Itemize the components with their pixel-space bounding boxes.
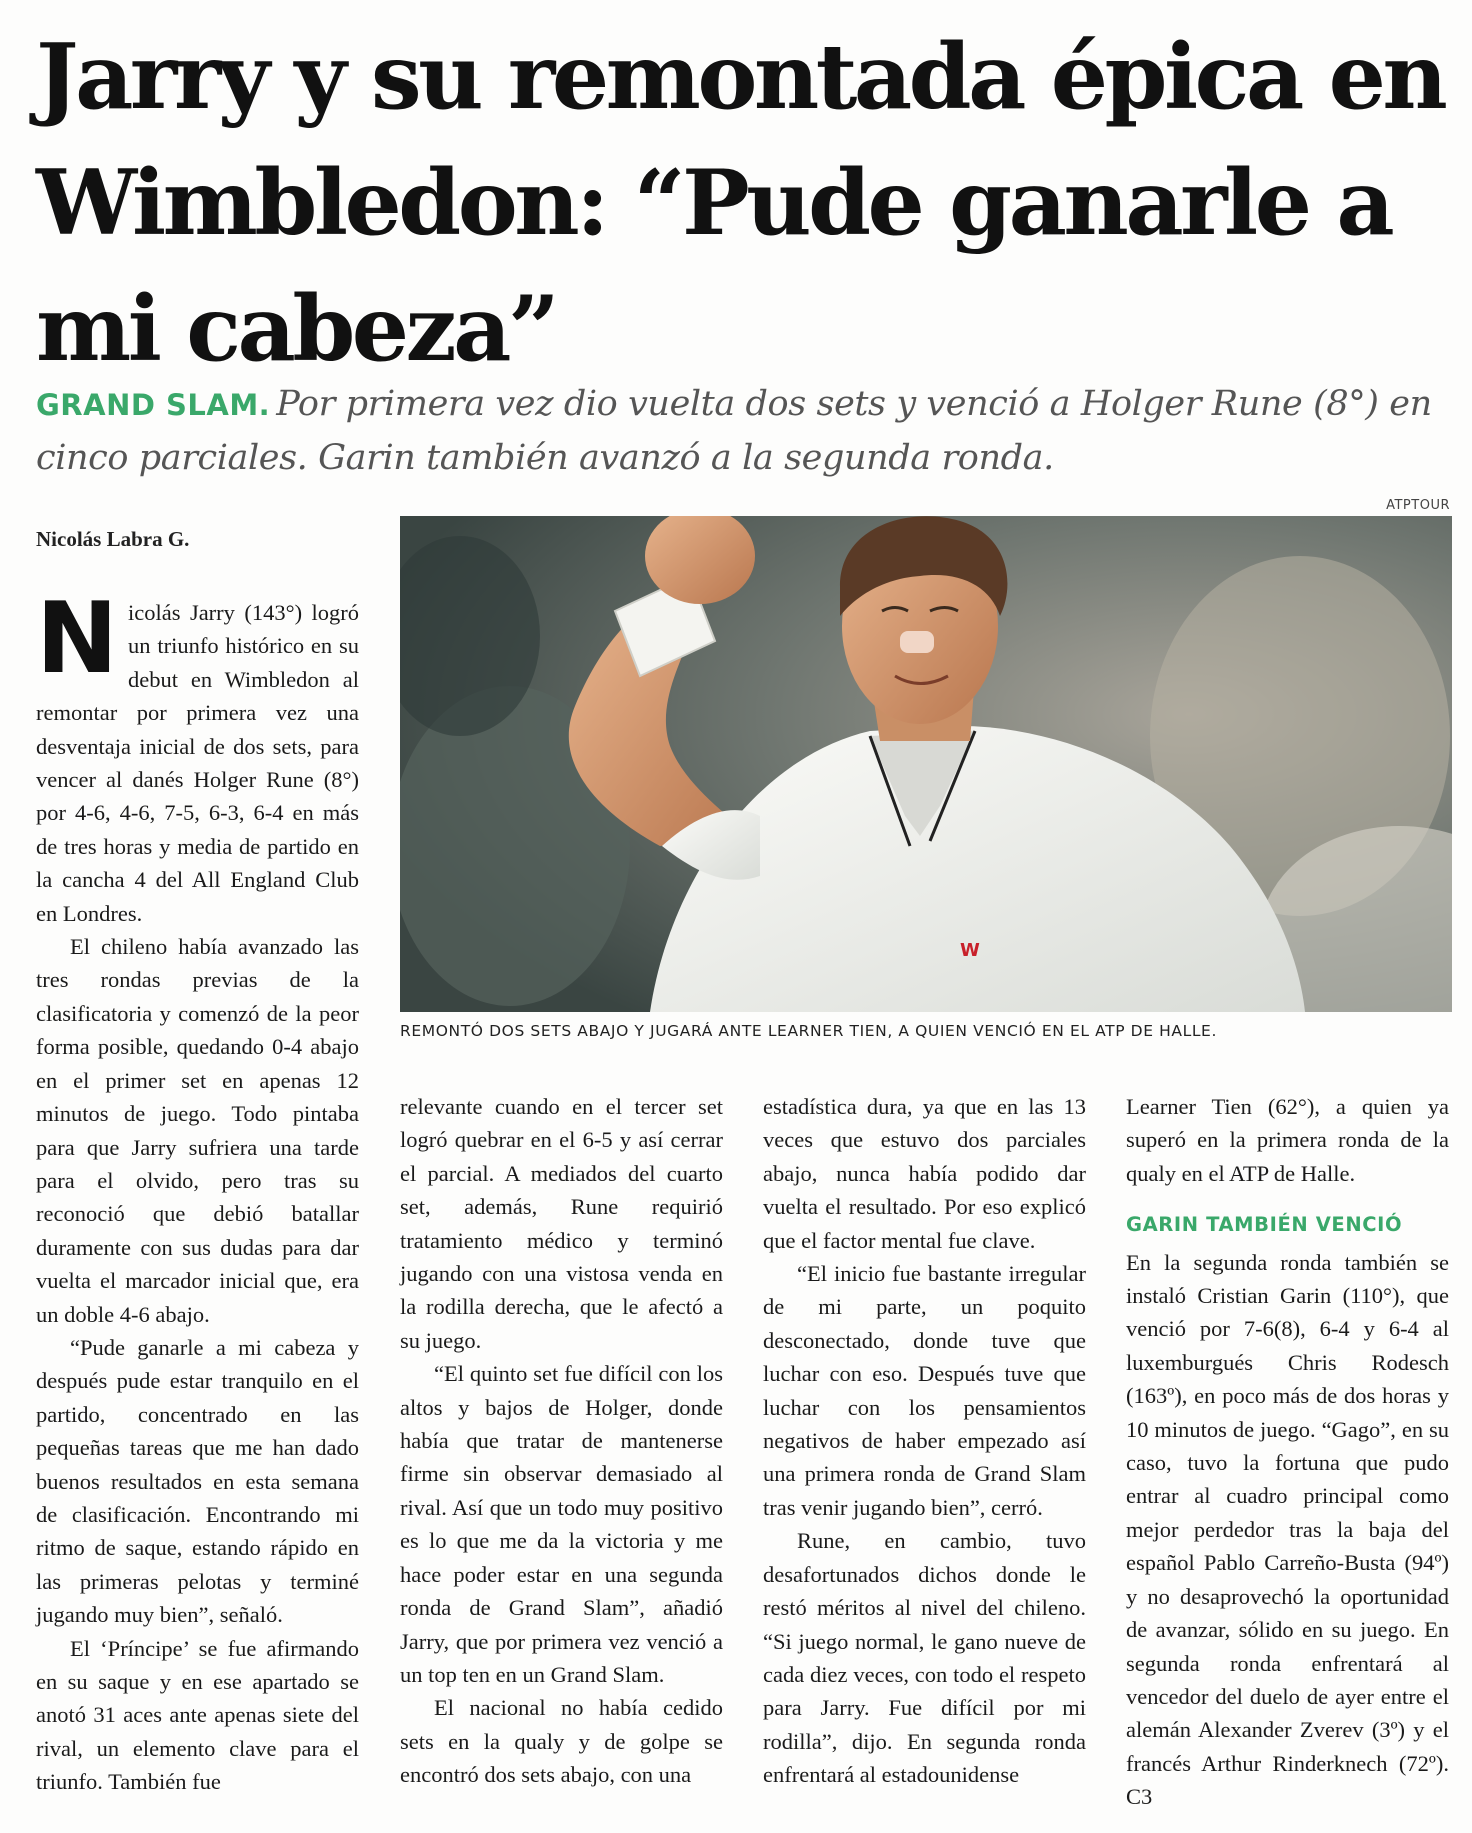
- body-column-3: [763, 1090, 1086, 1792]
- paragraph: estadística dura, ya que en las 13 veces que estuvo dos parciales abajo, nunca había podido dar vuelta el resultado. Por eso explicó que el factor mental fue clave.: [763, 1094, 1086, 1253]
- lead-paragraph: [36, 582, 359, 930]
- deck-text: Por primera vez dio vuelta dos sets y venció a Holger Rune (8°) en cinco parciales. Garin también avanzó a la segunda ronda.: [36, 384, 1432, 478]
- drop-cap: N: [36, 582, 119, 696]
- photo-illustration: [400, 516, 1452, 1012]
- paragraph: relevante cuando en el tercer set logró quebrar en el 6-5 y así cerrar el parcial. A mediados del cuarto set, además, Rune requirió tratamiento médico y terminó jugando con una vistosa venda en la rodilla derecha, que le afectó a su juego.: [400, 1094, 723, 1353]
- paragraph: [1126, 1246, 1449, 1814]
- paragraph: El chileno había avanzado las tres rondas previas de la clasificatoria y comenzó de la peor forma posible, quedando 0-4 abajo en el primer set en apenas 12 minutos de juego. Todo pintaba para que Jarry sufriera una tarde para el olvido, pero tras su reconoció que debió batallar duramente con sus dudas para dar vuelta el marcador inicial que, era un doble 4-6 abajo.: [36, 934, 359, 1327]
- end-mark: C3: [1126, 1784, 1153, 1810]
- paragraph: El nacional no había cedido sets en la qualy y de golpe se encontró dos sets abajo, con una: [400, 1695, 723, 1788]
- photo-credit: ATPTOUR: [1386, 498, 1450, 513]
- paragraph: Rune, en cambio, tuvo desafortunados dichos donde le restó méritos al nivel del chileno. “Si juego normal, le gano nueve de cada diez veces, con todo el respeto para Jarry. Fue difícil por mi rodilla”, dijo. En segunda ronda enfrentará al estadounidense: [763, 1528, 1086, 1788]
- byline: Nicolás Labra G.: [36, 527, 190, 551]
- section-subhead: GARIN TAMBIÉN VENCIÓ: [1126, 1213, 1403, 1237]
- body-column-2: [400, 1090, 723, 1792]
- paragraph: Learner Tien (62°), a quien ya superó en la primera ronda de la qualy en el ATP de Halle.: [1126, 1094, 1449, 1186]
- paragraph: “El quinto set fue difícil con los altos y bajos de Holger, donde había que tratar de mantenerse firme sin observar demasiado al rival. Así que un todo muy positivo es lo que me da la victoria y me hace poder estar en una segunda ronda de Grand Slam”, añadió Jarry, que por primera vez venció a un top ten en un Grand Slam.: [400, 1361, 723, 1687]
- headline: Jarry y su remontada épica en Wimbledon: “Pude ganarle a mi cabeza”: [36, 24, 1445, 382]
- body-column-1: [36, 582, 359, 1799]
- deck: [36, 378, 1456, 485]
- shirt-logo: W: [960, 940, 980, 961]
- photo-caption: REMONTÓ DOS SETS ABAJO Y JUGARÁ ANTE LEARNER TIEN, A QUIEN VENCIÓ EN EL ATP DE HALLE.: [400, 1022, 1217, 1040]
- paragraph-text: icolás Jarry (143°) logró un triunfo histórico en su debut en Wimbledon al remontar por primera vez una desventaja inicial de dos sets, para vencer al danés Holger Rune (8°) por 4-6, 4-6, 7-5, 6-3, 6-4 en más de tres horas y media de partido en la cancha 4 del All England Club en Londres.: [36, 600, 359, 926]
- paragraph-text: En la segunda ronda también se instaló Cristian Garin (110°), que venció por 7-6(8), 6-4 y 6-4 al luxemburgués Chris Rodesch (163º), en poco más de dos horas y 10 minutos de juego. “Gago”, en su caso, tuvo la fortuna que pudo entrar al cuadro principal como mejor perdedor tras la baja del español Pablo Carreño-Busta (94º) y no desaprovechó la oportunidad de avanzar, sólido en su juego. En segunda ronda enfrentará al vencedor del duelo de ayer entre el alemán Alexander Zverev (3º) y el francés Arthur Rinderknech (72º).: [1126, 1249, 1449, 1776]
- paragraph: El ‘Príncipe’ se fue afirmando en su saque y en ese apartado se anotó 31 aces ante apenas siete del rival, un elemento clave para el triunfo. También fue: [36, 1635, 359, 1795]
- body-column-4: [1126, 1090, 1449, 1814]
- paragraph: “Pude ganarle a mi cabeza y después pude estar tranquilo en el partido, concentrado en las pequeñas tareas que me han dado buenos resultados en esta semana de clasificación. Encontrando mi ritmo de saque, estando rápido en las primeras pelotas y terminé jugando muy bien”, señaló.: [36, 1334, 359, 1628]
- article-photo: [400, 516, 1452, 1012]
- paragraph: “El inicio fue bastante irregular de mi parte, un poquito desconectado, donde tuve que luchar con eso. Después tuve que luchar con los pensamientos negativos de haber empezado así una primera ronda de Grand Slam tras venir jugando bien”, cerró.: [763, 1261, 1086, 1520]
- kicker: GRAND SLAM.: [36, 388, 271, 422]
